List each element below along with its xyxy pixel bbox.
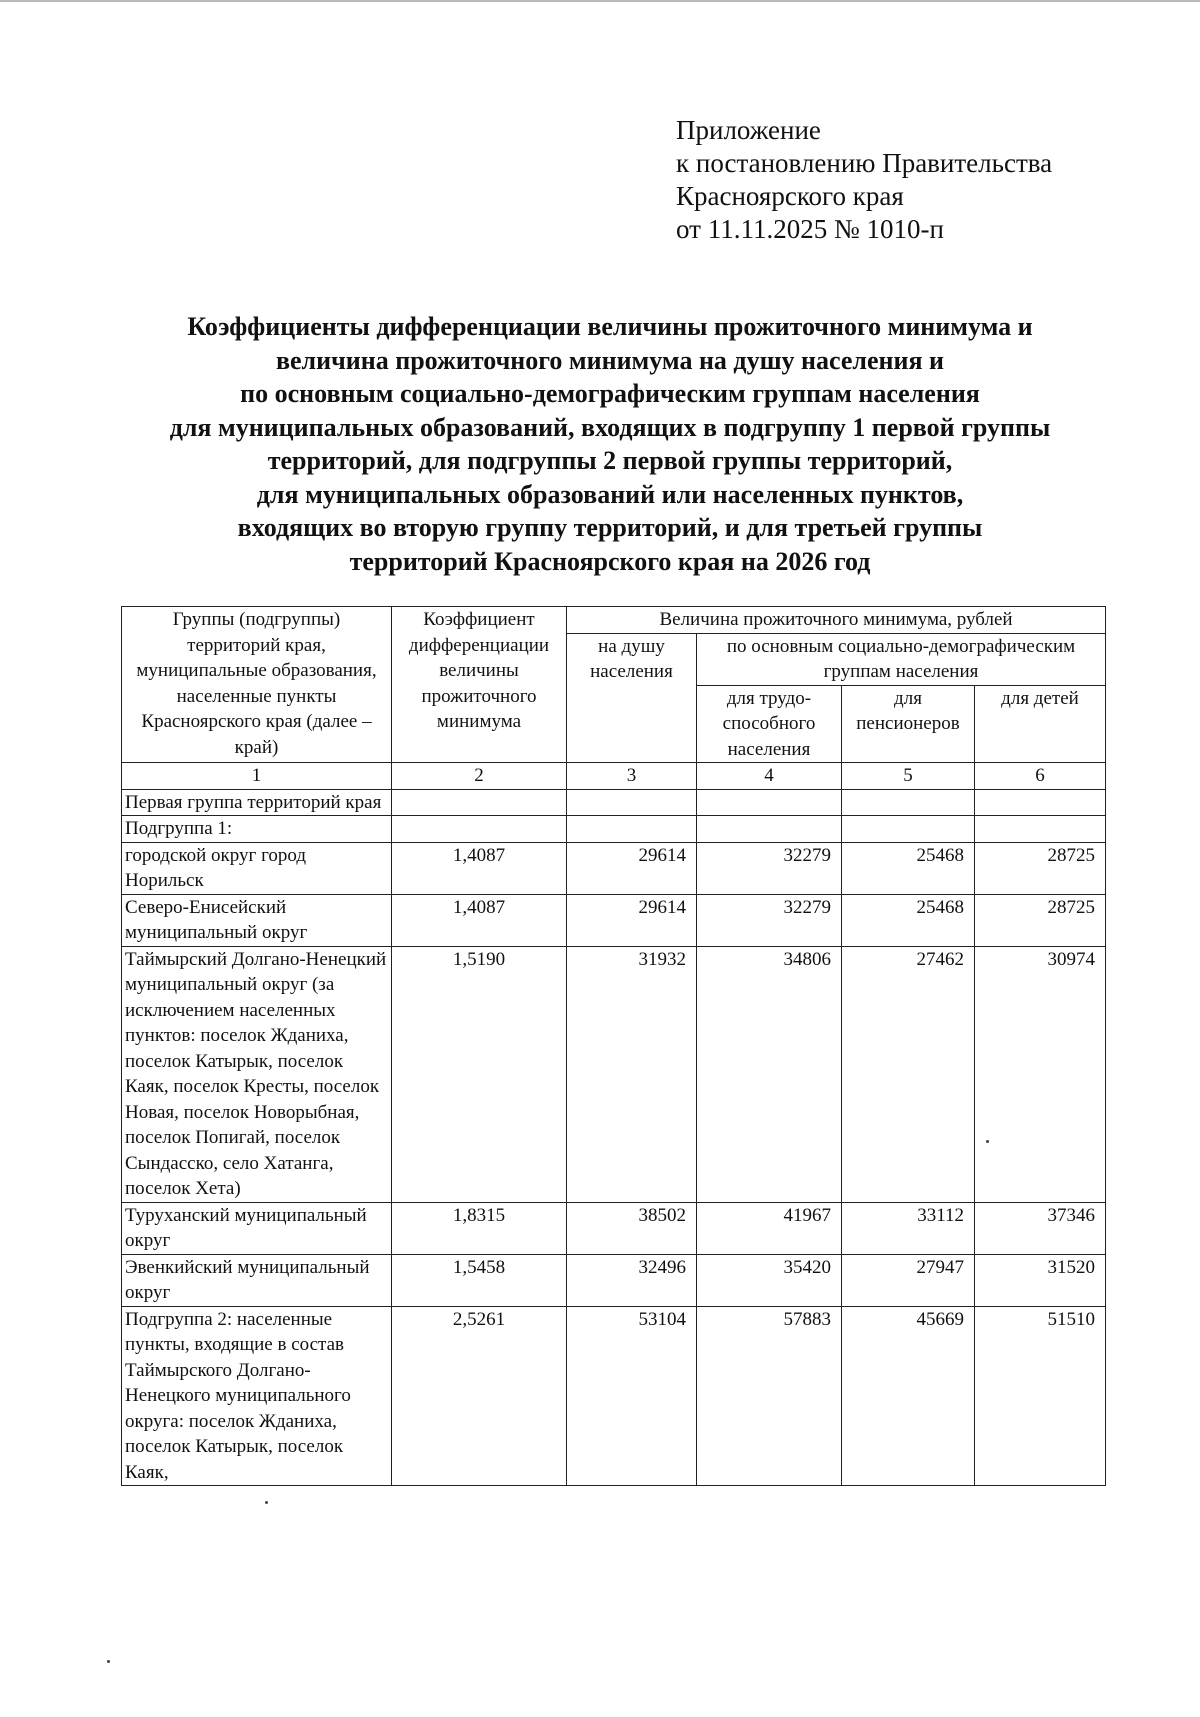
row-coefficient: 1,4087 xyxy=(392,842,567,894)
title-line: территорий Красноярского края на 2026 год xyxy=(349,546,871,576)
title-line: входящих во вторую группу территорий, и для третьей группы xyxy=(237,513,983,542)
row-children xyxy=(975,816,1106,843)
table-row xyxy=(122,1202,1106,1254)
header-pensioners: для пенсионеров xyxy=(842,685,975,763)
row-pensioners: 27462 xyxy=(842,946,975,1202)
row-working-age: 34806 xyxy=(697,946,842,1202)
header-coefficient: Коэффициент дифференциации величины прожиточного минимума xyxy=(392,607,567,763)
row-pensioners xyxy=(842,816,975,843)
column-number: 3 xyxy=(567,763,697,790)
subsistence-minimum-table xyxy=(121,606,1106,1486)
row-working-age xyxy=(697,789,842,816)
row-name: Эвенкийский муниципальный округ xyxy=(122,1254,392,1306)
row-per-capita: 29614 xyxy=(567,894,697,946)
row-per-capita: 29614 xyxy=(567,842,697,894)
row-name: Таймырский Долгано-Ненецкий муниципальный округ (за исключением населенных пунктов: поселок Жданиха, поселок Катырык, поселок Каяк, поселок Кресты, поселок Новая, поселок Новорыбная, поселок Попигай, поселок Сындасско, село Хатанга, поселок Хета) xyxy=(122,946,392,1202)
column-number: 1 xyxy=(122,763,392,790)
row-per-capita: 31932 xyxy=(567,946,697,1202)
table-row xyxy=(122,894,1106,946)
appendix-line: к постановлению Правительства xyxy=(676,148,1053,178)
row-children: 28725 xyxy=(975,894,1106,946)
row-working-age: 32279 xyxy=(697,894,842,946)
row-working-age: 35420 xyxy=(697,1254,842,1306)
column-number: 6 xyxy=(975,763,1106,790)
column-number: 5 xyxy=(842,763,975,790)
row-coefficient: 1,8315 xyxy=(392,1202,567,1254)
row-per-capita: 38502 xyxy=(567,1202,697,1254)
header-children: для детей xyxy=(975,685,1106,763)
title-line: по основным социально-демографическим группам населения xyxy=(240,379,980,408)
table-header-row xyxy=(122,607,1106,634)
document-title xyxy=(120,310,1100,578)
scan-edge-line xyxy=(0,0,1200,2)
row-per-capita: 32496 xyxy=(567,1254,697,1306)
title-line: Коэффициенты дифференциации величины прожиточного минимума и xyxy=(187,312,1033,341)
row-coefficient: 1,5190 xyxy=(392,946,567,1202)
row-children: 28725 xyxy=(975,842,1106,894)
row-working-age: 32279 xyxy=(697,842,842,894)
row-per-capita: 53104 xyxy=(567,1306,697,1486)
scan-speck xyxy=(107,1660,110,1663)
table-row xyxy=(122,946,1106,1202)
appendix-line: Красноярского края xyxy=(676,181,904,211)
row-coefficient: 1,4087 xyxy=(392,894,567,946)
column-number: 4 xyxy=(697,763,842,790)
row-children xyxy=(975,789,1106,816)
appendix-line: Приложение xyxy=(676,115,821,145)
row-working-age: 57883 xyxy=(697,1306,842,1486)
scan-speck xyxy=(265,1501,268,1504)
row-pensioners: 33112 xyxy=(842,1202,975,1254)
scan-speck xyxy=(986,1140,989,1143)
title-line: для муниципальных образований, входящих в подгруппу 1 первой группы xyxy=(169,412,1051,442)
row-working-age: 41967 xyxy=(697,1202,842,1254)
column-number-row xyxy=(122,763,1106,790)
row-name: Северо-Енисейский муниципальный округ xyxy=(122,894,392,946)
table-row xyxy=(122,789,1106,816)
row-coefficient: 2,5261 xyxy=(392,1306,567,1486)
appendix-line: от 11.11.2025 № 1010-п xyxy=(676,214,944,244)
row-pensioners xyxy=(842,789,975,816)
header-subsistence-minimum: Величина прожиточного минимума, рублей xyxy=(567,607,1106,634)
row-pensioners: 25468 xyxy=(842,894,975,946)
row-pensioners: 45669 xyxy=(842,1306,975,1486)
row-name: Подгруппа 2: населенные пункты, входящие в состав Таймырского Долгано-Ненецкого муниципального округа: поселок Жданиха, поселок Катырык, поселок Каяк, xyxy=(122,1306,392,1486)
table-row xyxy=(122,816,1106,843)
row-name: Подгруппа 1: xyxy=(122,816,392,843)
header-per-capita: на душу населения xyxy=(567,633,697,763)
row-name: Туруханский муниципальный округ xyxy=(122,1202,392,1254)
row-children: 31520 xyxy=(975,1254,1106,1306)
header-demographic-groups: по основным социально-демографическим группам населения xyxy=(697,633,1106,685)
row-children: 37346 xyxy=(975,1202,1106,1254)
row-per-capita xyxy=(567,789,697,816)
table-row xyxy=(122,842,1106,894)
row-working-age xyxy=(697,816,842,843)
row-coefficient xyxy=(392,789,567,816)
row-pensioners: 25468 xyxy=(842,842,975,894)
row-name: Первая группа территорий края xyxy=(122,789,392,816)
row-coefficient xyxy=(392,816,567,843)
row-children: 51510 xyxy=(975,1306,1106,1486)
table-row xyxy=(122,1306,1106,1486)
header-working-age: для трудо-способного населения xyxy=(697,685,842,763)
title-line: для муниципальных образований или населенных пунктов, xyxy=(256,479,964,509)
row-coefficient: 1,5458 xyxy=(392,1254,567,1306)
column-number: 2 xyxy=(392,763,567,790)
header-territory-groups: Группы (подгруппы) территорий края, муниципальные образования, населенные пункты Красноярского края (далее – край) xyxy=(122,607,392,763)
row-per-capita xyxy=(567,816,697,843)
title-line: величина прожиточного минимума на душу населения и xyxy=(275,345,945,375)
row-children: 30974 xyxy=(975,946,1106,1202)
appendix-block xyxy=(676,114,1052,246)
row-pensioners: 27947 xyxy=(842,1254,975,1306)
table-row xyxy=(122,1254,1106,1306)
row-name: городской округ город Норильск xyxy=(122,842,392,894)
title-line: территорий, для подгруппы 2 первой группы территорий, xyxy=(267,446,953,475)
